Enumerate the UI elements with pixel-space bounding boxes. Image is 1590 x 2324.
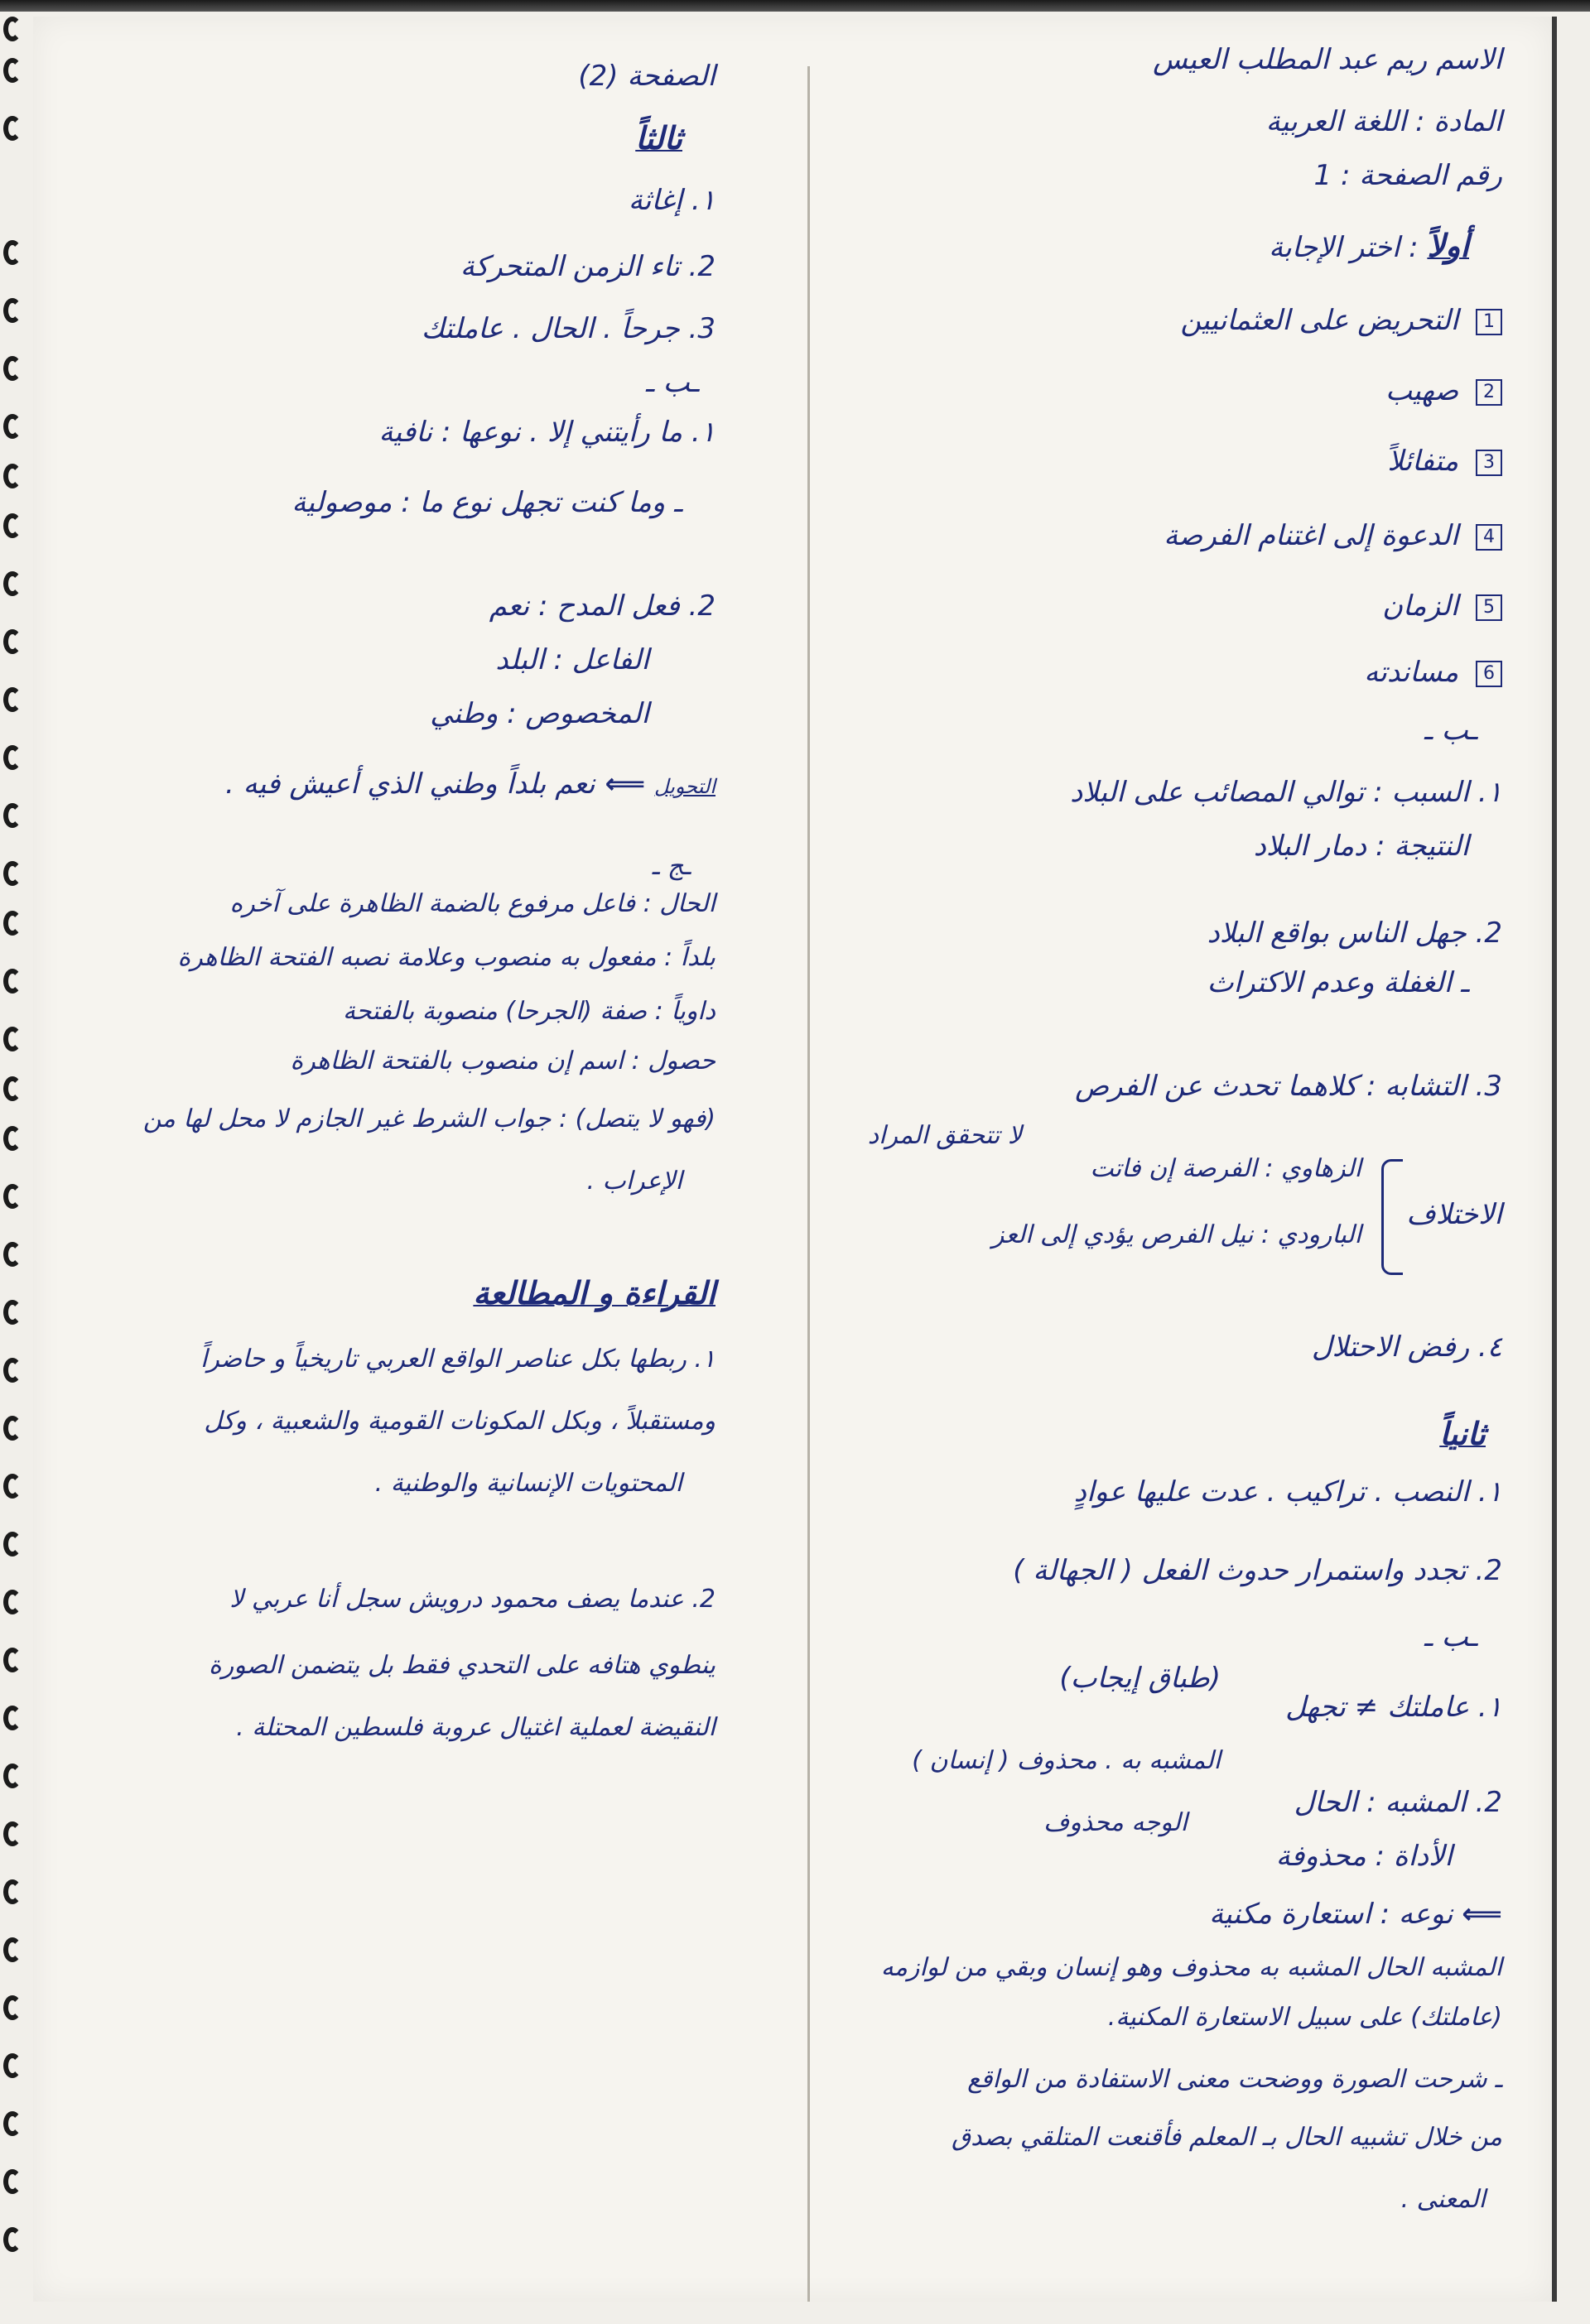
s2-b2-expl4: من خلال تشبيه الحال بـ المعلم فأقنعت المتلقي بصدق: [951, 2123, 1502, 2152]
choice-item: [1387, 443, 1502, 479]
choice-number-box: 6: [1476, 661, 1502, 687]
page-number-label: رقم الصفحة: [1359, 159, 1502, 192]
choice-item: [1180, 302, 1502, 339]
choice-number-box: 3: [1476, 450, 1502, 476]
r1-line1: ١. ربطها بكل عناصر الواقع العربي تاريخياً و حاضراً: [200, 1345, 716, 1374]
paper-sheet: [33, 17, 1557, 2302]
r1-line3: المحتويات الإنسانية والوطنية .: [374, 1469, 682, 1498]
choice-text: متفائلاً: [1387, 445, 1459, 478]
choice-text: الزمان: [1382, 589, 1459, 623]
b1-line1: ١. ما رأيتني إلا . نوعها : نافية: [378, 416, 716, 449]
s2-b2-line2b: الوجه محذوف: [1043, 1808, 1188, 1837]
reading-title: القراءة و المطالعة: [473, 1275, 716, 1311]
left-page-value: (2): [578, 60, 619, 93]
b2-line3: المخصوص : وطني: [430, 697, 649, 730]
choice-text: مساندته: [1364, 656, 1459, 689]
left-part-b-label: ـب ـ: [645, 366, 699, 399]
r2-line3: النقيضة لعملية اغتيال عروبة فلسطين المحتلة .: [236, 1713, 716, 1742]
r2-line2: ينطوي هتافه على التحدي فقط بل يتضمن الصورة: [209, 1651, 716, 1680]
implies-arrow-icon: ⟸: [595, 767, 646, 801]
s2-b2-expl1: المشبه الحال المشبه به محذوف وهو إنسان وبقي من لوازمه: [880, 1953, 1502, 1982]
brace-mark: [1381, 1159, 1403, 1275]
q2-line1: 2. جهل الناس بواقع البلاد: [1207, 917, 1502, 950]
j-line6: الإعراب .: [586, 1167, 682, 1196]
difference-zahawi-tail: لا تتحقق المراد: [867, 1121, 1022, 1150]
choice-number-box: 5: [1476, 594, 1502, 621]
name-label: الاسم: [1436, 43, 1502, 76]
q1-result: النتيجة : دمار البلاد: [1253, 830, 1469, 863]
choice-item: [1385, 373, 1502, 409]
tahweel-line: [225, 766, 716, 805]
reading-heading: [473, 1275, 716, 1313]
s2-b2-expl5: المعنى .: [1400, 2185, 1486, 2214]
subject-label: المادة: [1433, 105, 1502, 138]
j-label: ـج ـ: [652, 852, 691, 881]
difference-baroudi: البارودي : نيل الفرص يؤدي إلى العز: [991, 1220, 1361, 1249]
tahweel-text: نعم بلداً وطني الذي أعيش فيه .: [225, 767, 595, 801]
choice-item: [1382, 588, 1502, 624]
q2-line2: ـ الغفلة وعدم الاكتراث: [1207, 966, 1469, 999]
section2-heading: [1439, 1416, 1486, 1454]
choice-item: [1164, 517, 1502, 554]
name-line: [1153, 41, 1502, 78]
choice-text: التحريض على العثمانيين: [1180, 304, 1459, 337]
choice-text: صهيب: [1385, 374, 1459, 407]
s2-b2-expl3: ـ شرحت الصورة ووضحت معنى الاستفادة من الواقع: [967, 2065, 1502, 2094]
subject-line: المادة : اللغة العربية: [1265, 105, 1502, 138]
choice-number-box: 1: [1476, 309, 1502, 335]
left-page-label: الصفحة: [627, 60, 716, 93]
section1-title: أولاً: [1427, 228, 1469, 264]
s2-b2-type: [1209, 1896, 1502, 1932]
a3-answer: 3. جرحاً . الحال . عاملتك: [421, 312, 716, 345]
b2-line2: الفاعل : البلد: [495, 643, 649, 676]
difference-zahawi-text: الزهاوي : الفرصة إن فاتت: [1090, 1154, 1361, 1183]
choice-number-box: 4: [1476, 524, 1502, 551]
s2-q1: ١. النصب . تراكيب . عدت عليها عوادٍ: [1073, 1475, 1502, 1508]
section2-title: ثانياً: [1439, 1416, 1486, 1452]
q3-similarity: 3. التشابه : كلاهما تحدث عن الفرص: [1075, 1070, 1502, 1103]
s2-b2-type-text: نوعه : استعارة مكنية: [1209, 1898, 1453, 1931]
r2-line1: 2. عندما يصف محمود درويش سجل أنا عربي لا: [229, 1585, 716, 1614]
choice-text: الدعوة إلى اغتنام الفرصة: [1164, 519, 1459, 552]
column-divider: [807, 66, 810, 2302]
j-line3: داوياً : صفة (الجرحا) منصوبة بالفتحة: [342, 997, 716, 1026]
subject-value: اللغة العربية: [1265, 105, 1407, 138]
choice-item: [1364, 654, 1502, 690]
q1-cause: ١. السبب : توالي المصائب على البلاد: [1070, 776, 1502, 809]
j-line4: حصول : اسم إن منصوب بالفتحة الظاهرة: [290, 1047, 716, 1075]
s2-b2-line1: 2. المشبه : الحال: [1294, 1786, 1502, 1819]
choice-number-box: 2: [1476, 379, 1502, 406]
difference-label: الاختلاف: [1406, 1198, 1502, 1231]
implies-arrow-icon: ⟸: [1462, 1898, 1502, 1931]
b1-line2: ـ وما كنت تجهل نوع ما : موصولية: [292, 486, 682, 519]
s2-b1-note: (طباق إيجاب): [1059, 1662, 1221, 1695]
s2-part-b-label: ـب ـ: [1424, 1620, 1477, 1653]
r1-line2: ومستقبلاً ، وبكل المكونات القومية والشعبية ، وكل: [204, 1407, 716, 1436]
a1-answer: ١. إغاثة: [628, 184, 716, 217]
top-edge: [0, 0, 1590, 12]
section1-heading: [1269, 228, 1469, 266]
j-line2: بلداً : مفعول به منصوب وعلامة نصبه الفتحة الظاهرة: [177, 943, 716, 972]
j-line5: (فهو لا يتصل) : جواب الشرط غير الجازم لا محل لها من: [142, 1104, 716, 1133]
difference-zahawi: [1090, 1151, 1361, 1187]
s2-b1: ١. عاملتك ≠ تجهل: [1285, 1691, 1502, 1724]
page-number-value: 1: [1313, 159, 1332, 192]
part-b-label: ـب ـ: [1424, 714, 1477, 747]
s2-b2-expl2: (عاملتك) على سبيل الاستعارة المكنية.: [1107, 2003, 1502, 2032]
s2-b2-line1b: المشبه به . محذوف ( إنسان ): [912, 1746, 1221, 1775]
section1-subtitle: : اختر الإجابة: [1269, 231, 1419, 264]
j-line1: الحال : فاعل مرفوع بالضمة الظاهرة على آخره: [229, 889, 716, 918]
q4-answer: ٤. رفض الاحتلال: [1311, 1330, 1502, 1364]
spiral-binding: [0, 0, 33, 2324]
s2-q2: 2. تجدد واستمرار حدوث الفعل ( الجهالة ): [1013, 1554, 1502, 1587]
left-page-line: [578, 58, 716, 94]
page-number-line: رقم الصفحة : 1: [1313, 159, 1502, 192]
section3-title: ثالثاً: [635, 120, 682, 156]
a2-answer: 2. تاء الزمن المتحركة: [460, 250, 716, 283]
b2-line1: 2. فعل المدح : نعم: [489, 589, 716, 623]
s2-b2-line2: الأداة : محذوفة: [1275, 1840, 1453, 1873]
section3-heading: [635, 120, 682, 158]
tahweel-label: التحويل: [654, 775, 716, 798]
name-value: ريم عبد المطلب العيس: [1153, 43, 1428, 76]
